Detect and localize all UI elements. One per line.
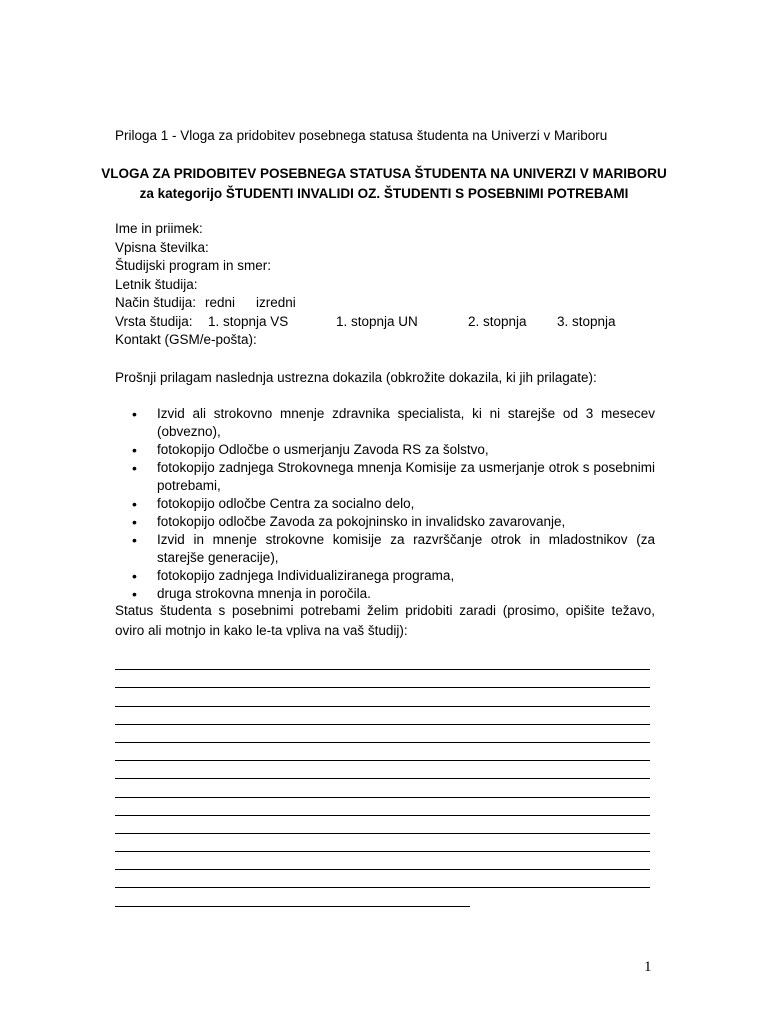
study-program-field[interactable] bbox=[115, 257, 675, 276]
study-level-option-un[interactable]: 1. stopnja UN bbox=[336, 313, 418, 329]
study-level-label: Vrsta študija: bbox=[115, 313, 193, 329]
evidence-list bbox=[115, 405, 655, 603]
list-item[interactable]: • fotokopijo odločbe Centra za socialno delo, bbox=[132, 496, 415, 512]
answer-line[interactable] bbox=[115, 798, 650, 816]
study-program-label: Študijski program in smer: bbox=[115, 258, 272, 273]
answer-line[interactable] bbox=[115, 779, 650, 797]
list-item[interactable]: • Izvid in mnenje strokovne komisije za razvrščanje otrok in mladostnikov (za starejše generacije), bbox=[132, 532, 655, 565]
study-mode-label: Način študija: bbox=[115, 295, 197, 310]
answer-line[interactable] bbox=[115, 743, 650, 761]
answer-line[interactable] bbox=[115, 688, 650, 706]
study-level-option-3[interactable]: 3. stopnja bbox=[557, 313, 616, 329]
answer-line[interactable] bbox=[115, 707, 650, 725]
study-mode-option-redni[interactable]: redni bbox=[205, 295, 236, 310]
bullet-icon: • bbox=[132, 586, 137, 602]
evidence-intro: Prošnji prilagam naslednja ustrezna dokazila (obkrožite dokazila, ki jih prilagate): bbox=[115, 370, 597, 385]
bullet-icon: • bbox=[132, 514, 137, 530]
answer-line[interactable] bbox=[115, 816, 650, 834]
study-level-option-vs[interactable]: 1. stopnja VS bbox=[208, 313, 289, 329]
document-heading: Priloga 1 - Vloga za pridobitev posebnega statusa študenta na Univerzi v Mariboru bbox=[115, 128, 608, 143]
bullet-icon: • bbox=[132, 406, 137, 422]
list-item[interactable]: • fotokopijo Odločbe o usmerjanju Zavoda RS za šolstvo, bbox=[132, 442, 489, 458]
study-mode-field bbox=[115, 294, 675, 313]
title-line-2: za kategorijo ŠTUDENTI INVALIDI OZ. ŠTUDENTI S POSEBNIMI POTREBAMI bbox=[139, 186, 629, 201]
enrollment-number-field[interactable] bbox=[115, 239, 675, 258]
answer-line[interactable] bbox=[115, 670, 650, 688]
reason-answer-area[interactable] bbox=[115, 652, 650, 907]
study-year-label: Letnik študija: bbox=[115, 276, 198, 292]
bullet-icon: • bbox=[132, 442, 137, 458]
contact-field[interactable] bbox=[115, 331, 675, 350]
applicant-fields bbox=[115, 220, 675, 350]
title-line-1: VLOGA ZA PRIDOBITEV POSEBNEGA STATUSA ŠTUDENTA NA UNIVERZI V MARIBORU bbox=[101, 166, 667, 181]
contact-label: Kontakt (GSM/e-pošta): bbox=[115, 332, 257, 347]
answer-line[interactable] bbox=[115, 725, 650, 743]
answer-line[interactable] bbox=[115, 652, 650, 670]
list-item[interactable]: • fotokopijo odločbe Zavoda za pokojninsko in invalidsko zavarovanje, bbox=[132, 514, 566, 530]
answer-line[interactable] bbox=[115, 834, 650, 852]
study-level-option-2[interactable]: 2. stopnja bbox=[468, 313, 527, 329]
bullet-icon: • bbox=[132, 460, 137, 476]
name-label: Ime in priimek: bbox=[115, 221, 203, 236]
answer-line[interactable] bbox=[115, 888, 470, 906]
answer-line[interactable] bbox=[115, 870, 650, 888]
answer-line[interactable] bbox=[115, 761, 650, 779]
list-item[interactable]: • fotokopijo zadnjega Individualiziranega programa, bbox=[132, 568, 455, 584]
study-year-field[interactable] bbox=[115, 276, 675, 295]
name-field[interactable] bbox=[115, 220, 675, 239]
list-item[interactable]: • fotokopijo zadnjega Strokovnega mnenja Komisije za usmerjanje otrok s posebnimi potrebami, bbox=[132, 460, 655, 493]
enrollment-number-label: Vpisna številka: bbox=[115, 239, 209, 255]
answer-line[interactable] bbox=[115, 852, 650, 870]
list-item[interactable]: • Izvid ali strokovno mnenje zdravnika specialista, ki ni starejše od 3 mesecev (obvezno), bbox=[132, 406, 655, 439]
page-number: 1 bbox=[644, 959, 652, 975]
bullet-icon: • bbox=[132, 568, 137, 584]
bullet-icon: • bbox=[132, 496, 137, 512]
study-level-field bbox=[115, 313, 675, 332]
reason-prompt: Status študenta s posebnimi potrebami želim pridobiti zaradi (prosimo, opišite težavo, oviro ali motnjo in kako le-ta vpliva na vaš študij): bbox=[115, 603, 655, 638]
study-mode-option-izredni[interactable]: izredni bbox=[256, 295, 296, 310]
bullet-icon: • bbox=[132, 532, 137, 548]
list-item[interactable]: • druga strokovna mnenja in poročila. bbox=[132, 586, 371, 602]
